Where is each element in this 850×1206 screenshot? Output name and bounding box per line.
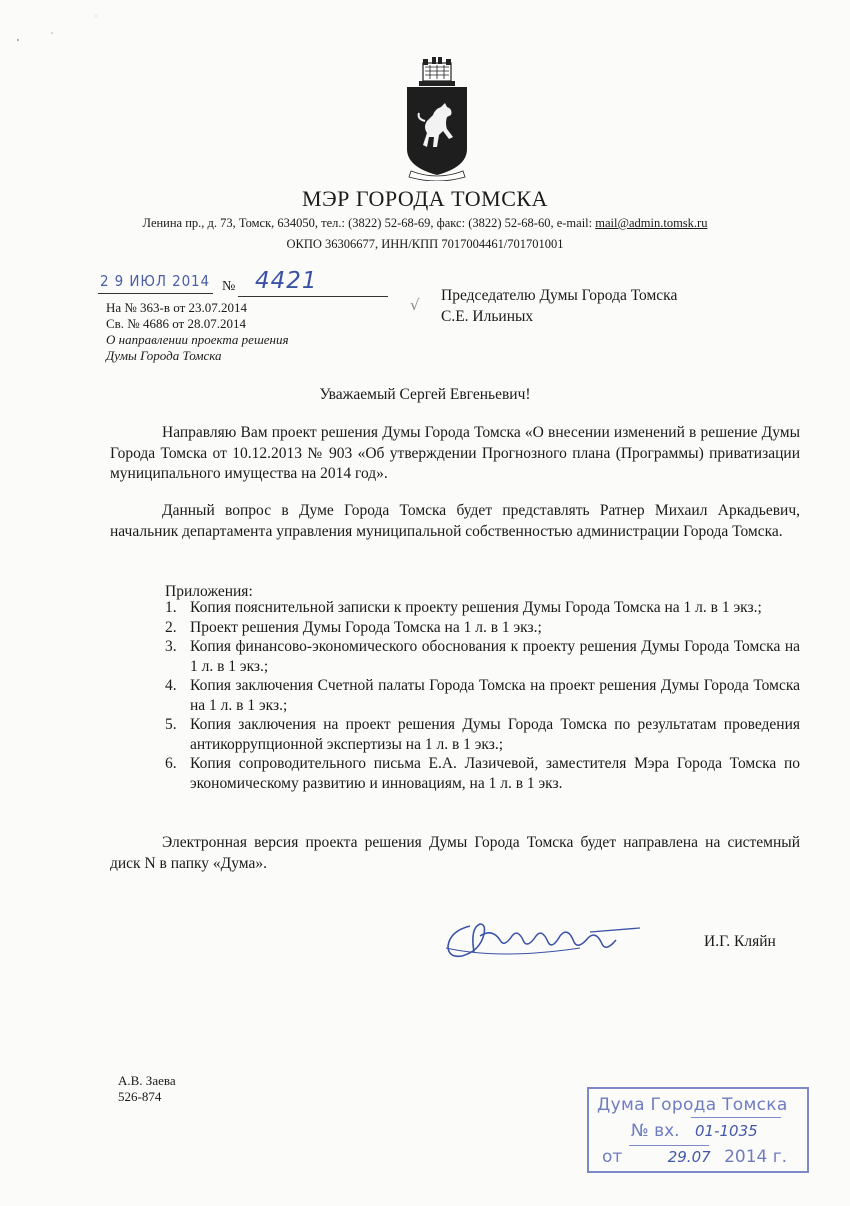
executor-block	[118, 1073, 176, 1105]
stamp-date-line	[602, 1147, 787, 1167]
list-item-number: 2.	[165, 618, 177, 636]
list-item	[110, 598, 800, 618]
list-item-text: Проект решения Думы Города Томска на 1 л. в 1 экз.;	[190, 618, 542, 636]
reference-block	[106, 300, 289, 364]
letterhead-title: МЭР ГОРОДА ТОМСКА	[302, 186, 548, 211]
stamp-number-value: 01-1035	[694, 1122, 758, 1140]
recipient-line-2: С.Е. Ильиных	[441, 308, 534, 325]
paragraph-1: Направляю Вам проект решения Думы Города Томска «О внесении изменений в решение Думы Города Томска от 10.12.2013 № 903 «Об утверждении Прогнозного плана (Программы) приватизации муниципального имущества на 2014 год».	[110, 424, 800, 482]
list-item	[110, 618, 800, 638]
tomsk-coat-of-arms-icon	[403, 57, 471, 181]
subject-line-1: О направлении проекта решения	[106, 332, 289, 347]
recipient-line-1: Председателю Думы Города Томска	[441, 287, 678, 304]
paragraph-2: Данный вопрос в Думе Города Томска будет представлять Ратнер Михаил Аркадьевич, начальник департамента управления муниципальной собственностью администрации Города Томска.	[110, 502, 800, 540]
address-text: Ленина пр., д. 73, Томск, 634050, тел.: (3822) 52-68-69, факс: (3822) 52-68-60, e-mail:	[142, 216, 596, 230]
stamp-date-prefix: от	[602, 1147, 623, 1167]
subject-line-2: Думы Города Томска	[106, 348, 222, 363]
letterhead-address	[0, 216, 850, 231]
list-item-number: 1.	[165, 599, 177, 616]
list-item-number: 4.	[165, 677, 177, 694]
stamp-number-label: № вх.	[631, 1121, 680, 1141]
date-underline	[98, 293, 213, 294]
executor-name: А.В. Заева	[118, 1073, 176, 1088]
paragraph-3: Электронная версия проекта решения Думы Города Томска будет направлена на системный диск N в папку «Дума».	[110, 834, 800, 872]
scan-specks	[0, 0, 850, 60]
list-item	[110, 754, 800, 793]
attachments-heading: Приложения:	[165, 583, 253, 600]
stamp-org: Дума Города Томска	[597, 1095, 788, 1115]
stamp-date-value: 29.07	[667, 1148, 711, 1166]
signatory-name: И.Г. Кляйн	[704, 933, 776, 950]
stamp-date-underline	[629, 1145, 709, 1146]
list-item-number: 6.	[165, 755, 177, 772]
list-item-number: 5.	[165, 716, 177, 733]
handwritten-signature-icon	[440, 906, 650, 966]
list-item-text: Копия сопроводительного письма Е.А. Лазичевой, заместителя Мэра Города Томска по экономическому развитию и инновациям, на 1 л. в 1 экз.	[190, 755, 800, 792]
list-item	[110, 676, 800, 715]
list-item-text: Копия пояснительной записки к проекту решения Думы Города Томска на 1 л. в 1 экз.;	[190, 599, 762, 616]
number-underline	[238, 296, 388, 297]
outgoing-number: 4421	[255, 268, 318, 294]
incoming-stamp	[587, 1087, 809, 1173]
registration-date-stamp: 2 9 ИЮЛ 2014	[100, 272, 211, 290]
letterhead-okpo: ОКПО 36306677, ИНН/КПП 7017004461/701701001	[286, 237, 564, 251]
list-item	[110, 637, 800, 676]
number-label: №	[222, 279, 236, 294]
executor-phone: 526-874	[118, 1089, 162, 1104]
reference-line-1: На № 363-в от 23.07.2014	[106, 300, 248, 315]
list-item-text: Копия заключения Счетной палаты Города Томска на проект решения Думы Города Томска на 1 л. в 1 экз.;	[190, 677, 800, 714]
email-link[interactable]: mail@admin.tomsk.ru	[595, 216, 708, 230]
list-item-text: Копия заключения на проект решения Думы Города Томска по результатам проведения антикоррупционной экспертизы на 1 л. в 1 экз.;	[190, 716, 800, 753]
reference-line-2: Св. № 4686 от 28.07.2014	[106, 316, 246, 331]
stamp-year: 2014 г.	[724, 1147, 788, 1167]
list-item-number: 3.	[165, 638, 177, 655]
list-item-text: Копия финансово-экономического обоснования к проекту решения Думы Города Томска на 1 л. в 1 экз.;	[190, 638, 800, 675]
salutation: Уважаемый Сергей Евгеньевич!	[319, 386, 531, 403]
stamp-number-line	[631, 1121, 758, 1141]
attachments-list	[110, 598, 800, 793]
stamp-number-underline	[691, 1117, 781, 1118]
recipient-block	[441, 285, 677, 327]
check-mark: √	[410, 296, 420, 314]
list-item	[110, 715, 800, 754]
